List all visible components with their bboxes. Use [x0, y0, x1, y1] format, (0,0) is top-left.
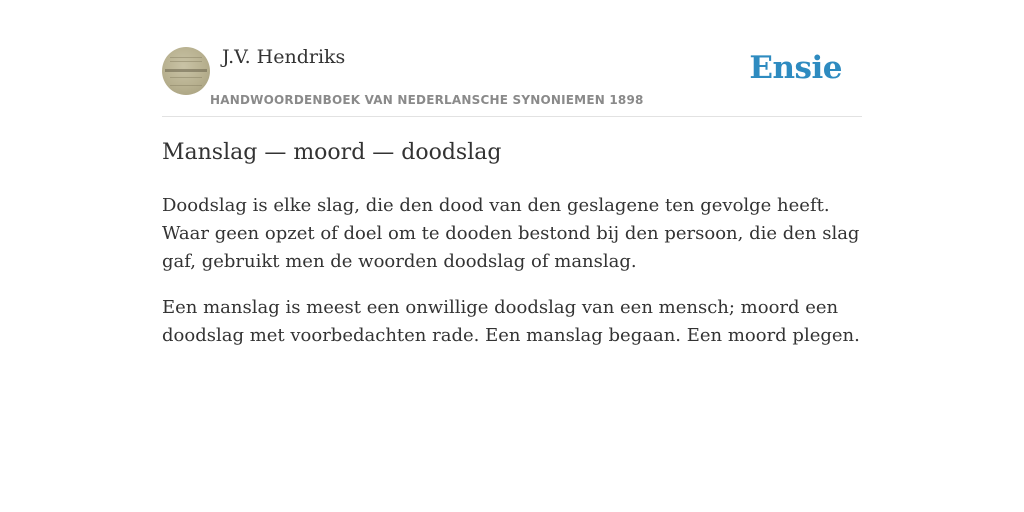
author-name[interactable]: J.V. Hendriks	[222, 46, 346, 68]
entry-title: Manslag — moord — doodslag	[162, 140, 502, 165]
source-title[interactable]: HANDWOORDENBOEK VAN NEDERLANSCHE SYNONIEMEN 1898	[210, 93, 644, 107]
entry-paragraph: Doodslag is elke slag, die den dood van den geslagene ten gevolge heeft. Waar geen opzet of doel om te dooden bestond bij den persoon, die den slag gaf, gebruikt men de woorden doodslag of manslag.	[162, 195, 860, 272]
brand-logo[interactable]: Ensie	[749, 50, 842, 86]
header	[162, 46, 862, 117]
book-cover-avatar[interactable]	[162, 47, 210, 95]
entry-paragraph: Een manslag is meest een onwillige doodslag van een mensch; moord een doodslag met voorbedachten rade. Een manslag begaan. Een moord plegen.	[162, 297, 860, 346]
entry-content	[162, 192, 862, 368]
